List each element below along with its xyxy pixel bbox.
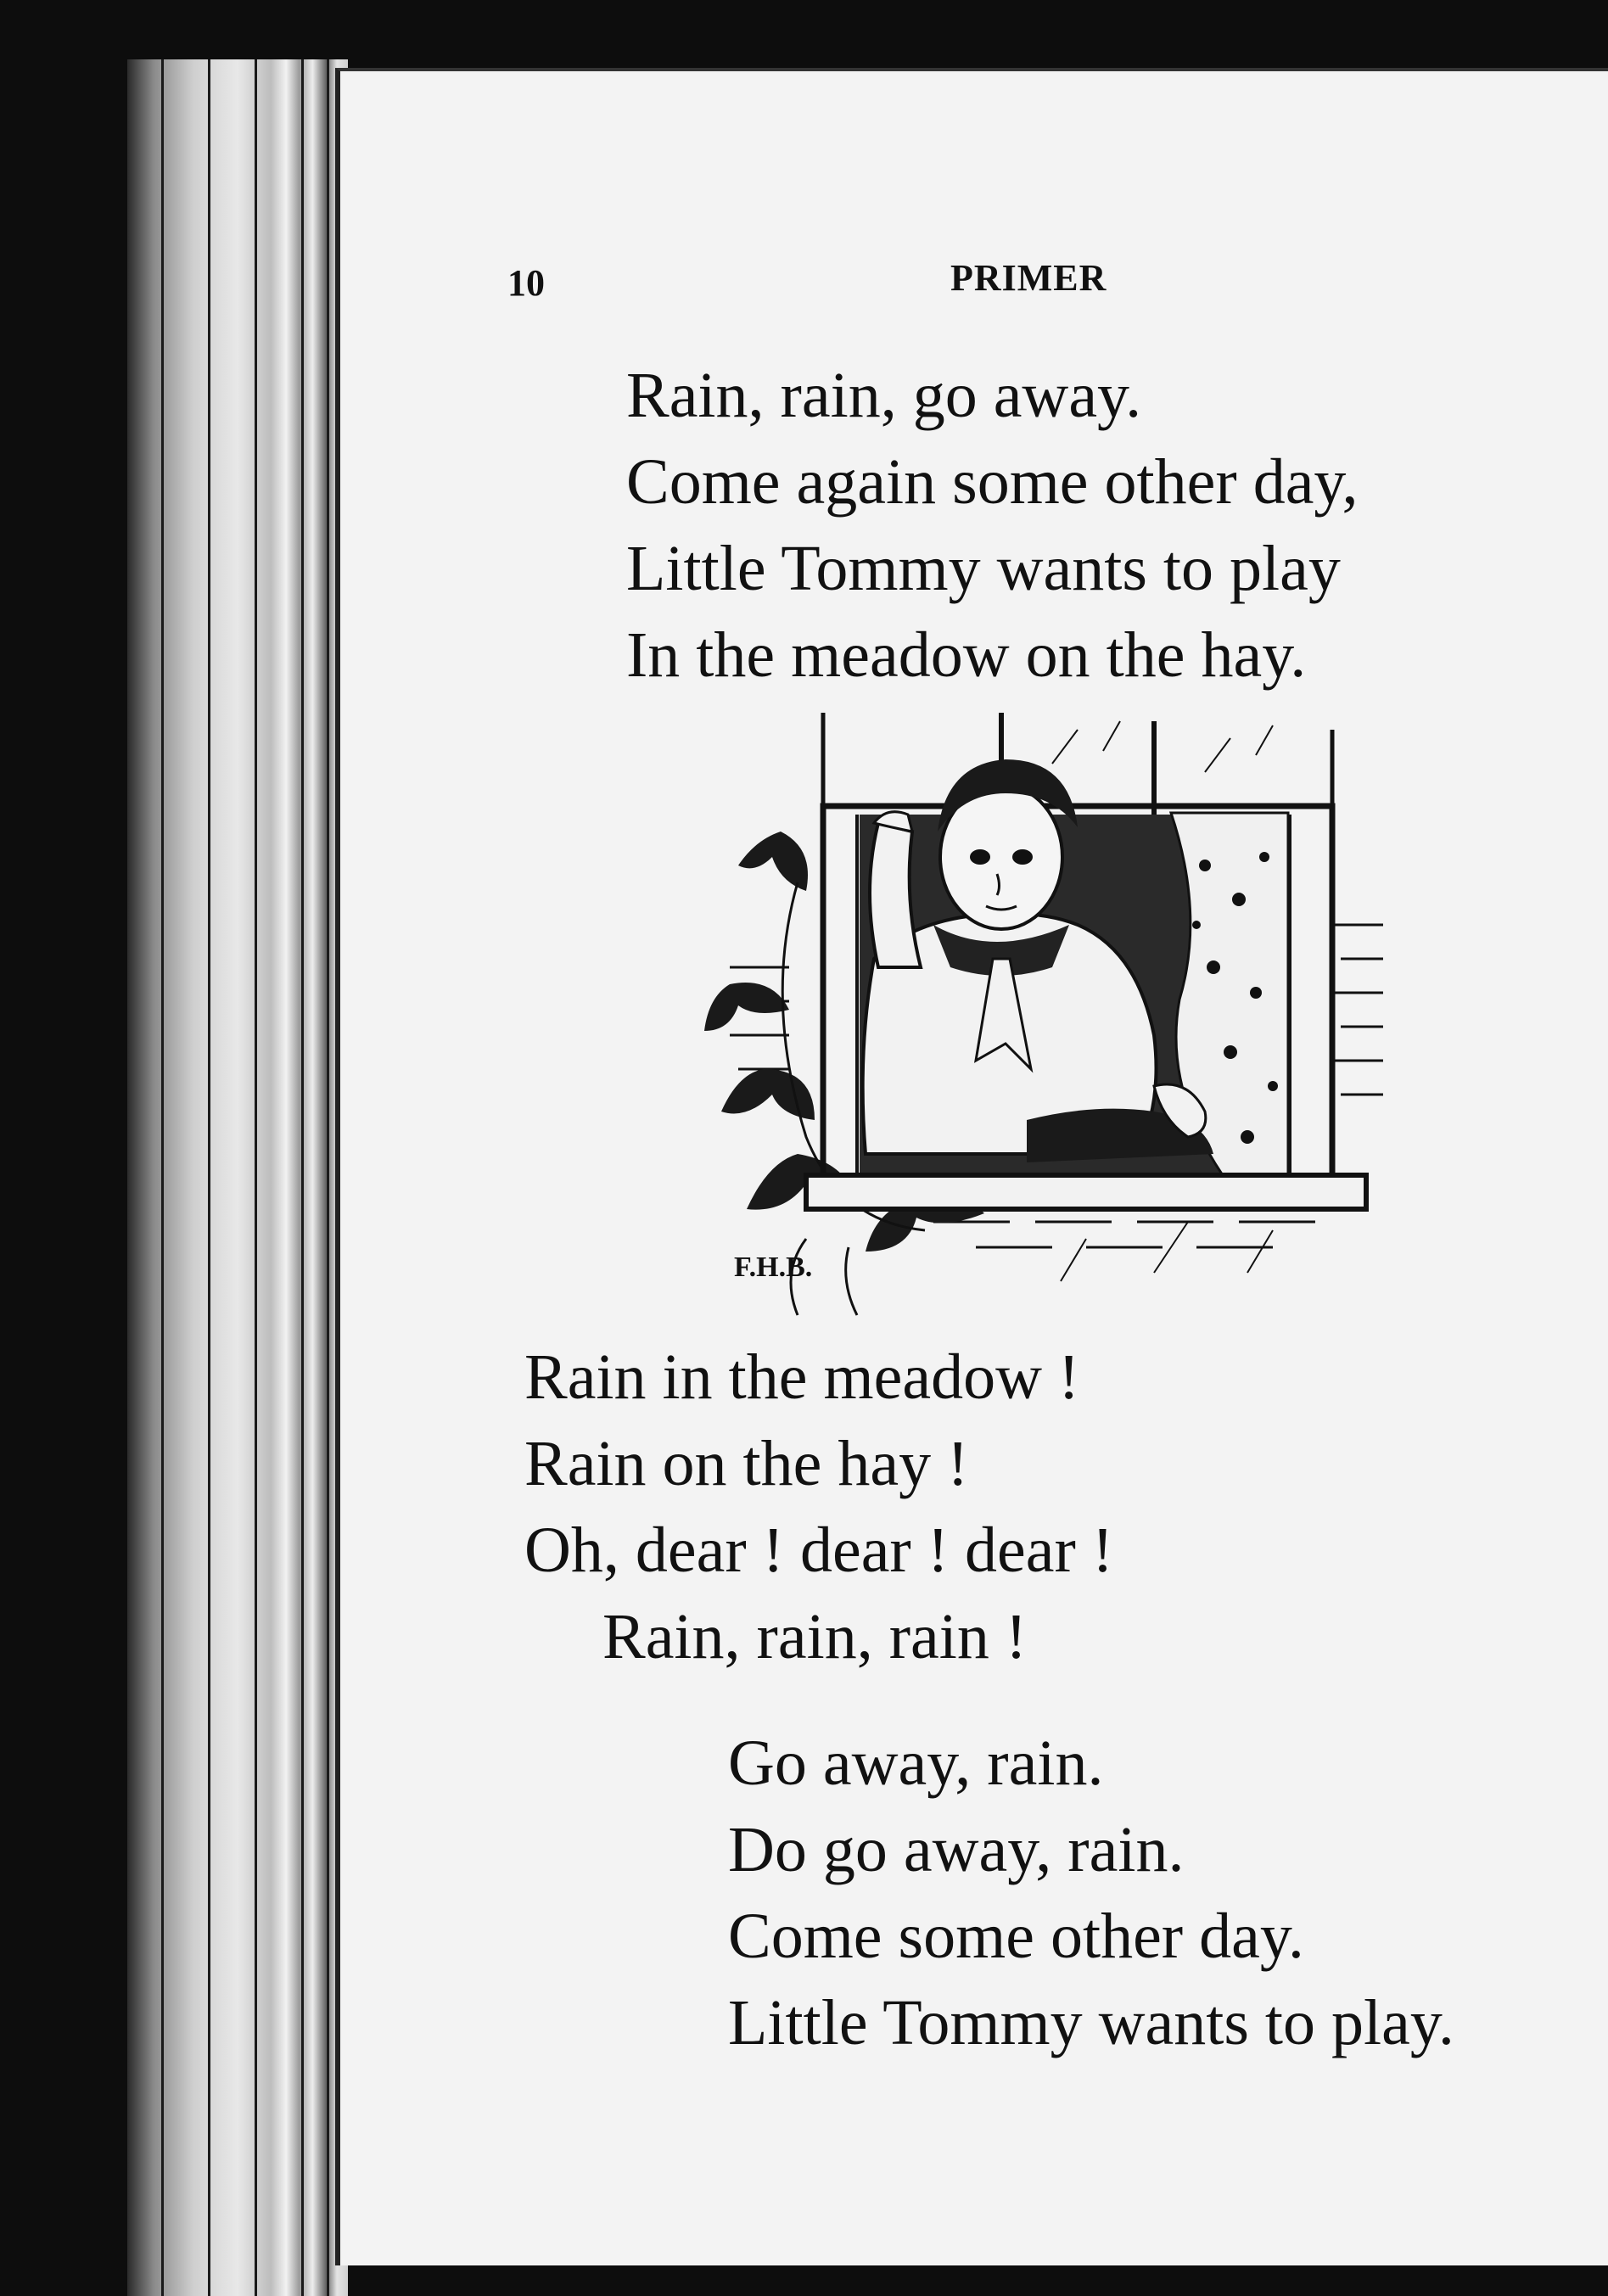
illustrator-signature: F.H.B.	[734, 1252, 813, 1283]
verse-line: Go away, rain.	[728, 1728, 1104, 1799]
verse-line: Rain, rain, go away.	[626, 360, 1142, 431]
verse-line: Little Tommy wants to play.	[728, 1987, 1454, 2058]
boy-at-window-illustration	[679, 713, 1409, 1324]
verse-line: Little Tommy wants to play	[626, 533, 1341, 604]
running-head: PRIMER	[950, 257, 1107, 299]
page-edges	[127, 59, 348, 2296]
verse-line: Oh, dear ! dear ! dear !	[524, 1515, 1114, 1586]
verse-line: Come again some other day,	[626, 446, 1359, 518]
page-number: 10	[507, 262, 545, 304]
verse-line: Rain, rain, rain !	[602, 1601, 1028, 1672]
verse-line: In the meadow on the hay.	[626, 619, 1307, 691]
verse-line: Come some other day.	[728, 1901, 1304, 1972]
verse-line: Rain on the hay !	[524, 1428, 969, 1499]
verse-line: Rain in the meadow !	[524, 1341, 1080, 1413]
verse-line: Do go away, rain.	[728, 1814, 1185, 1885]
